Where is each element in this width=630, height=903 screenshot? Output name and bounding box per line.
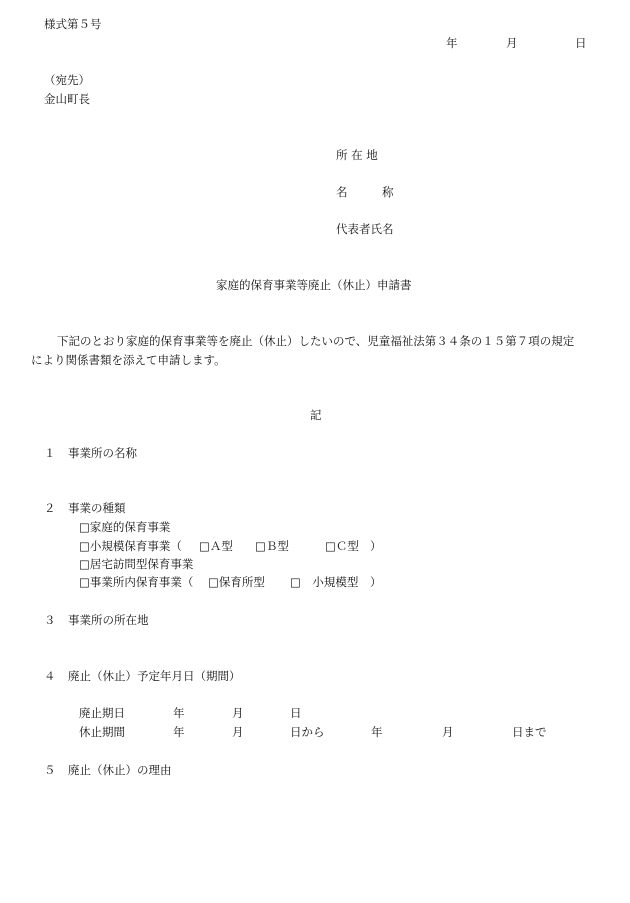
section-5-label: 廃止（休止）の理由 <box>68 763 172 777</box>
section-4-number: ４ <box>44 669 56 683</box>
section-2-label: 事業の種類 <box>68 501 126 515</box>
suspension-start-year: 年 <box>173 725 185 739</box>
suspension-end-month: 月 <box>442 725 454 739</box>
abolition-day: 日 <box>290 706 302 720</box>
abolition-year: 年 <box>173 706 185 720</box>
section-1-label: 事業所の名称 <box>68 446 137 460</box>
abolition-month: 月 <box>232 706 244 720</box>
checkbox-nursery-type[interactable]: □保育所型 <box>208 575 265 589</box>
section-1-number: １ <box>44 446 56 460</box>
suspension-start-day: 日から <box>290 725 325 739</box>
abolition-date-label: 廃止期日 <box>79 706 125 720</box>
suspension-end-day: 日まで <box>512 725 547 739</box>
body-line-1: 下記のとおり家庭的保育事業等を廃止（休止）したいので、児童福祉法第３４条の１５第７項の規定 <box>57 334 575 348</box>
checkbox-family-daycare[interactable]: □家庭的保育事業 <box>79 520 171 534</box>
ki-heading: 記 <box>310 408 322 422</box>
workplace-close-paren: ） <box>370 575 382 589</box>
form-number: 様式第５号 <box>44 17 102 31</box>
checkbox-type-c[interactable]: □Ｃ型 <box>325 539 359 553</box>
applicant-name-label-b: 称 <box>382 185 394 199</box>
addressee-name: 金山町長 <box>44 92 90 106</box>
document-title: 家庭的保育事業等廃止（休止）申請書 <box>216 278 412 292</box>
checkbox-type-a[interactable]: □Ａ型 <box>199 539 233 553</box>
body-line-2: により関係書類を添えて申請します。 <box>31 353 226 367</box>
date-day: 日 <box>575 36 587 50</box>
section-4-label: 廃止（休止）予定年月日（期間） <box>68 669 241 683</box>
body-paragraph <box>31 332 594 370</box>
small-scale-close-paren: ） <box>370 539 382 553</box>
applicant-representative-label: 代表者氏名 <box>336 222 394 236</box>
checkbox-workplace-daycare[interactable]: □事業所内保育事業（ <box>79 575 194 589</box>
suspension-end-year: 年 <box>371 725 383 739</box>
applicant-name-label-a: 名 <box>336 185 348 199</box>
suspension-start-month: 月 <box>232 725 244 739</box>
checkbox-small-scale-daycare[interactable]: □小規模保育事業（ <box>79 539 182 553</box>
checkbox-home-visit-daycare[interactable]: □居宅訪問型保育事業 <box>79 557 194 571</box>
section-5-number: ５ <box>44 763 56 777</box>
section-2-number: ２ <box>44 501 56 515</box>
date-month: 月 <box>506 36 518 50</box>
checkbox-small-scale-type[interactable]: □ 小規模型 <box>290 575 359 589</box>
addressee-label: （宛先） <box>44 73 90 87</box>
date-year: 年 <box>446 36 458 50</box>
section-3-number: ３ <box>44 613 56 627</box>
applicant-address-label: 所 在 地 <box>336 148 378 162</box>
suspension-period-label: 休止期間 <box>79 725 125 739</box>
section-3-label: 事業所の所在地 <box>68 613 149 627</box>
checkbox-type-b[interactable]: □Ｂ型 <box>255 539 289 553</box>
